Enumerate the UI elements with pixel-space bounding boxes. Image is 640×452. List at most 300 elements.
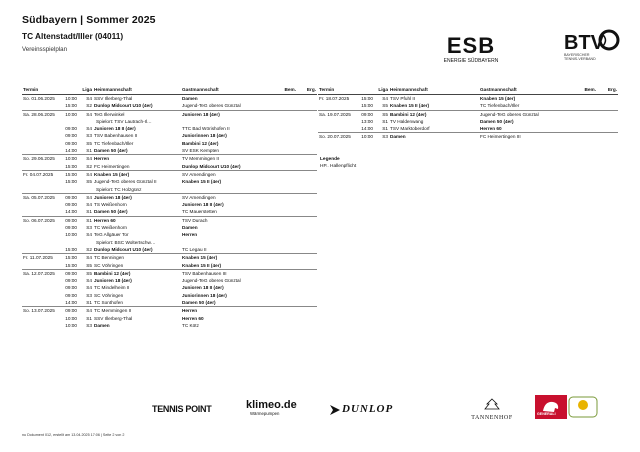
cell-bem <box>269 254 297 262</box>
cell-bem <box>269 147 297 155</box>
cell-league: S5 <box>86 179 92 185</box>
col-header-erg: Erg. <box>597 86 618 95</box>
cell-guest-team: TV Memmingen II <box>181 155 269 163</box>
page-subtitle: Vereinsspielplan <box>22 46 68 53</box>
table-row <box>318 125 618 133</box>
cell-date <box>22 315 57 322</box>
cell-home-team: TeG Illerwinkel <box>93 110 181 118</box>
btv-logo <box>562 26 622 70</box>
table-row <box>22 110 317 118</box>
cell-erg <box>297 132 317 139</box>
table-row <box>22 322 317 329</box>
cell-guest-team: TC Legau II <box>182 246 207 252</box>
cell-erg <box>297 186 317 194</box>
cell-guest-team: Juniorinnen 18 (4er) <box>182 133 227 139</box>
cell-erg <box>297 307 317 315</box>
cell-date <box>22 118 57 125</box>
cell-bem <box>269 246 297 254</box>
cell-erg <box>297 201 317 208</box>
cell-erg <box>297 269 317 277</box>
cell-guest-team: Junioren 18 II (4er) <box>182 285 224 291</box>
table-row <box>22 125 317 132</box>
cell-time: 09:00 <box>65 225 77 231</box>
cell-time: 10:00 <box>57 155 78 163</box>
table-row <box>22 239 317 246</box>
cell-bem <box>269 193 297 201</box>
cell-guest-team: Herren <box>181 307 269 315</box>
table-row <box>22 277 317 284</box>
cell-date <box>318 118 353 125</box>
cell-guest-team: TSV Durach <box>181 216 269 224</box>
cell-league: S1 <box>86 315 92 321</box>
cell-date <box>22 163 57 171</box>
cell-date: Sa. 05.07.2025 <box>22 193 57 201</box>
cell-date <box>318 125 353 133</box>
cell-time: 09:00 <box>65 140 77 146</box>
cell-home-team: Bambini 12 (4er) <box>93 269 181 277</box>
cell-date <box>22 246 57 254</box>
cell-home-team: TC Weißenhorn <box>94 225 127 231</box>
cell-date: Fr. 18.07.2025 <box>318 95 353 103</box>
cell-time: 09:00 <box>57 193 78 201</box>
cell-time: 14:00 <box>65 209 77 215</box>
generali-logo: GENERALI <box>535 395 599 419</box>
col-header-gast: Gastmannschaft <box>181 86 269 95</box>
cell-league: S4 <box>86 278 92 284</box>
cell-erg <box>297 246 317 254</box>
cell-erg <box>297 231 317 238</box>
cell-erg <box>297 163 317 171</box>
cell-date: So. 01.06.2025 <box>22 95 57 103</box>
cell-home-team: Damen <box>389 133 479 141</box>
cell-home-team: Knaben 15 II (4er) <box>390 103 430 109</box>
legend <box>320 156 356 170</box>
table-row <box>22 307 317 315</box>
cell-league: S1 <box>86 300 92 306</box>
cell-date <box>22 102 57 110</box>
cell-date <box>22 239 57 246</box>
cell-guest-team: TTC Bad Wörishofen II <box>182 126 230 132</box>
cell-erg <box>297 277 317 284</box>
tannenhof-logo: TANNENHOF <box>470 397 514 422</box>
table-header-row <box>22 86 317 95</box>
cell-bem <box>569 95 597 103</box>
cell-guest-team: Dunlop Midcourt U10 (4er) <box>182 163 241 169</box>
cell-guest-team: SV Amendingen <box>181 170 269 178</box>
cell-guest-team: Knaben 15 (4er) <box>181 254 269 262</box>
cell-league: S1 <box>382 126 388 132</box>
cell-home-team: TC Benningen <box>93 254 181 262</box>
cell-erg <box>297 110 317 118</box>
cell-league: S4 <box>78 95 93 103</box>
cell-date: So. 13.07.2025 <box>22 307 57 315</box>
cell-date <box>22 231 57 238</box>
cell-home-team: Knaben 15 (4er) <box>93 170 181 178</box>
table-row <box>22 216 317 224</box>
cell-erg <box>297 193 317 201</box>
cell-date <box>22 292 57 299</box>
cell-date: Sa. 12.07.2025 <box>22 269 57 277</box>
cell-date: So. 20.07.2025 <box>318 133 353 141</box>
table-row <box>22 299 317 307</box>
cell-date: Fr. 04.07.2025 <box>22 170 57 178</box>
cell-erg <box>597 118 618 125</box>
cell-bem <box>269 163 297 171</box>
cell-time: 09:00 <box>57 269 78 277</box>
cell-home-team: SSV Illerberg-Thal <box>94 315 133 321</box>
cell-bem <box>269 269 297 277</box>
cell-home-team: TeG Allgäuer Tor <box>94 232 129 238</box>
table-row <box>22 201 317 208</box>
cell-time: 15:00 <box>65 103 77 109</box>
cell-guest-team: Jugend-TeG oberes Günztal <box>182 103 241 109</box>
cell-time: 10:00 <box>57 95 78 103</box>
cell-date <box>22 140 57 147</box>
cell-bem <box>269 315 297 322</box>
cell-time: 09:00 <box>65 133 77 139</box>
cell-time: 15:00 <box>353 95 374 103</box>
cell-guest-team: Damen <box>182 225 198 231</box>
cell-erg <box>297 95 317 103</box>
table-row <box>22 170 317 178</box>
cell-date <box>22 132 57 139</box>
btv-logo-subtext: BAYERISCHER TENNIS-VERBAND <box>564 53 596 62</box>
cell-home-team: Damen 50 (4er) <box>94 209 128 215</box>
cell-league: S4 <box>86 285 92 291</box>
cell-home-team: Spielort: BSC Woltertschw… <box>96 239 156 245</box>
cell-time: 09:00 <box>65 292 77 298</box>
cell-date <box>318 102 353 110</box>
cell-bem <box>569 102 597 110</box>
legend-title: Legende <box>320 157 340 162</box>
cell-erg <box>297 155 317 163</box>
cell-league: S3 <box>374 133 389 141</box>
cell-time: 15:00 <box>57 170 78 178</box>
legend-item: HP.. Hallenpflicht <box>320 164 357 169</box>
cell-erg <box>597 133 618 141</box>
cell-time: 15:00 <box>65 179 77 185</box>
cell-bem <box>269 118 297 125</box>
cell-guest-team: TSV Babenhausen III <box>181 269 269 277</box>
cell-bem <box>569 118 597 125</box>
cell-home-team: TC Mindelheim II <box>94 285 130 291</box>
col-header-liga: Liga <box>78 86 93 95</box>
cell-home-team: Jugend-TeG oberes Günztal II <box>94 179 157 185</box>
cell-date <box>22 125 57 132</box>
cell-erg <box>297 216 317 224</box>
cell-league: S5 <box>382 103 388 109</box>
cell-guest-team: SV ESK Kempten <box>182 148 219 154</box>
cell-bem <box>269 125 297 132</box>
cell-time: 09:00 <box>65 126 77 132</box>
cell-guest-team: Jugend-TeG oberes Günztal <box>479 110 569 118</box>
cell-date: Fr. 11.07.2025 <box>22 254 57 262</box>
table-row <box>22 140 317 147</box>
cell-bem <box>569 133 597 141</box>
cell-time: 09:00 <box>65 285 77 291</box>
page-title: Südbayern | Sommer 2025 <box>22 14 156 26</box>
cell-league <box>78 118 93 125</box>
cell-date <box>22 277 57 284</box>
cell-bem <box>269 178 297 185</box>
cell-home-team: Damen 50 (4er) <box>94 148 128 154</box>
cell-erg <box>597 95 618 103</box>
cell-guest-team <box>181 118 269 125</box>
cell-bem <box>569 110 597 118</box>
sponsor-bar: TENNIS POINT klimeo.de Wärmepumpen DUNLOP TANNENHOF GENERALI <box>150 397 600 423</box>
cell-bem <box>269 277 297 284</box>
cell-guest-team: Bambini 12 (4er) <box>182 140 219 146</box>
cell-guest-team: TC Kötz <box>182 322 199 328</box>
cell-home-team: FC Heimertingen <box>94 163 130 169</box>
cell-guest-team: Damen 50 (4er) <box>182 300 216 306</box>
cell-league <box>78 239 93 246</box>
cell-league: S1 <box>78 216 93 224</box>
cell-home-team: SC Vöhringen <box>94 292 124 298</box>
cell-home-team: Junioren 18 (4er) <box>93 193 181 201</box>
cell-bem <box>269 284 297 291</box>
cell-time: 09:00 <box>353 110 374 118</box>
cell-guest-team: Herren <box>182 232 198 238</box>
cell-guest-team: Jugend-TeG oberes Günztal <box>182 278 241 284</box>
col-header-heim: Heimmannschaft <box>93 86 181 95</box>
cell-home-team: SSV Illerberg-Thal <box>93 95 181 103</box>
table-row <box>22 231 317 238</box>
table-row <box>22 269 317 277</box>
table-row <box>318 102 618 110</box>
table-row <box>318 133 618 141</box>
cell-erg <box>297 284 317 291</box>
cell-erg <box>297 254 317 262</box>
table-header-row <box>318 86 618 95</box>
btv-logo-text: BTV <box>564 32 604 54</box>
cell-date: So. 06.07.2025 <box>22 216 57 224</box>
cell-league: S5 <box>86 262 92 268</box>
cell-erg <box>297 239 317 246</box>
cell-league: S1 <box>86 148 92 154</box>
cell-erg <box>297 147 317 155</box>
cell-bem <box>269 95 297 103</box>
cell-league: S3 <box>86 133 92 139</box>
cell-league: S4 <box>86 202 92 208</box>
cell-erg <box>297 140 317 147</box>
table-row <box>318 95 618 103</box>
col-header-heim: Heimmannschaft <box>389 86 479 95</box>
table-row <box>22 147 317 155</box>
cell-erg <box>297 315 317 322</box>
cell-home-team: TSV Pfuhl II <box>389 95 479 103</box>
cell-league: S1 <box>382 118 388 124</box>
cell-league: S4 <box>78 110 93 118</box>
cell-home-team: TSV Marktoberdorf <box>390 126 430 132</box>
cell-erg <box>297 262 317 270</box>
cell-time: 14:00 <box>65 300 77 306</box>
cell-erg <box>297 292 317 299</box>
cell-date <box>22 201 57 208</box>
cell-league: S2 <box>86 163 92 169</box>
table-row <box>22 132 317 139</box>
table-row <box>22 292 317 299</box>
cell-home-team: SC Vöhringen <box>94 262 124 268</box>
cell-bem <box>569 125 597 133</box>
cell-erg <box>297 118 317 125</box>
cell-time: 15:00 <box>65 246 77 252</box>
cell-time: 15:00 <box>65 262 77 268</box>
cell-time: 15:00 <box>57 254 78 262</box>
cell-erg <box>297 299 317 307</box>
cell-guest-team: Damen <box>181 95 269 103</box>
cell-bem <box>269 239 297 246</box>
esb-logo <box>434 32 508 66</box>
cell-bem <box>269 155 297 163</box>
cell-home-team: Spielort: TSV Lautrach-Il… <box>96 118 152 124</box>
cell-league: S3 <box>86 322 92 328</box>
cell-bem <box>269 201 297 208</box>
cell-guest-team: Damen 50 (4er) <box>480 118 514 124</box>
cell-time: 09:00 <box>57 307 78 315</box>
footer: nu Dokument 012, erstellt am 13.04.2025 17:06 | Seite 2 von 2 <box>22 433 125 437</box>
cell-bem <box>269 186 297 194</box>
cell-time: 10:00 <box>65 322 77 328</box>
cell-guest-team <box>181 186 269 194</box>
col-header-erg: Erg. <box>297 86 317 95</box>
table-row <box>22 315 317 322</box>
cell-league: S3 <box>86 225 92 231</box>
cell-league: S3 <box>86 292 92 298</box>
cell-guest-team: FC Heimertingen III <box>479 133 569 141</box>
cell-date <box>22 299 57 307</box>
cell-bem <box>269 231 297 238</box>
cell-date <box>22 186 57 194</box>
cell-league: S5 <box>374 110 389 118</box>
cell-league: S5 <box>86 140 92 146</box>
col-header-liga: Liga <box>374 86 389 95</box>
table-row <box>22 208 317 216</box>
cell-guest-team <box>181 239 269 246</box>
cell-league: S4 <box>86 126 92 132</box>
cell-league <box>78 186 93 194</box>
cell-home-team: Herren 60 <box>93 216 181 224</box>
cell-erg <box>297 322 317 329</box>
cell-guest-team: TC Tiefenbach/Iller <box>480 103 520 109</box>
cell-time: 10:00 <box>65 315 77 321</box>
cell-guest-team: Knaben 15 (4er) <box>479 95 569 103</box>
cell-bem <box>269 299 297 307</box>
table-row <box>22 95 317 103</box>
schedule-table-right <box>318 86 618 141</box>
cell-date <box>22 262 57 270</box>
cell-erg <box>297 208 317 216</box>
cell-erg <box>597 125 618 133</box>
table-row <box>22 262 317 270</box>
cell-league: S4 <box>78 170 93 178</box>
col-header-termin: Termin <box>22 86 57 95</box>
cell-time <box>57 239 78 246</box>
cell-guest-team: SV Amendingen <box>181 193 269 201</box>
cell-bem <box>269 132 297 139</box>
cell-home-team: TS Weißenhorn <box>94 202 127 208</box>
cell-date <box>22 284 57 291</box>
cell-bem <box>269 170 297 178</box>
cell-date <box>22 322 57 329</box>
cell-bem <box>269 292 297 299</box>
cell-bem <box>269 102 297 110</box>
cell-time: 14:00 <box>361 126 373 132</box>
cell-date <box>22 208 57 216</box>
cell-date: So. 29.06.2025 <box>22 155 57 163</box>
cell-time: 09:00 <box>57 216 78 224</box>
cell-home-team: Damen <box>94 322 110 328</box>
cell-time: 15:00 <box>361 103 373 109</box>
cell-time: 13:00 <box>361 118 373 124</box>
cell-league: S5 <box>78 269 93 277</box>
cell-home-team: Junioren 18 II (4er) <box>94 126 136 132</box>
table-row <box>22 178 317 185</box>
cell-date <box>22 178 57 185</box>
cell-league: S4 <box>86 232 92 238</box>
col-header-bem: Bem. <box>269 86 297 95</box>
cell-date: Sa. 28.06.2025 <box>22 110 57 118</box>
table-row <box>22 224 317 231</box>
table-row <box>22 102 317 110</box>
cell-home-team: Dunlop Midcourt U10 (4er) <box>94 246 153 252</box>
cell-time: 10:00 <box>353 133 374 141</box>
cell-home-team: TC Memmingen II <box>93 307 181 315</box>
esb-logo-subtext: ENERGIE SÜDBAYERN <box>443 58 499 64</box>
cell-bem <box>269 262 297 270</box>
cell-home-team: Spielort: TC Holzgünz <box>96 186 142 192</box>
cell-time: 10:00 <box>57 110 78 118</box>
table-row <box>318 118 618 125</box>
cell-league: S4 <box>374 95 389 103</box>
klimeo-logo: klimeo.de Wärmepumpen <box>246 399 297 416</box>
cell-bem <box>269 208 297 216</box>
schedule-body-right <box>318 95 618 141</box>
cell-home-team: TC Tiefenbach/Iller <box>94 140 134 146</box>
table-row <box>318 110 618 118</box>
cell-guest-team: TC Mauerstetten <box>182 209 217 215</box>
table-row <box>22 246 317 254</box>
cell-time: 09:00 <box>65 202 77 208</box>
cell-league: S4 <box>78 193 93 201</box>
cell-erg <box>597 110 618 118</box>
col-header-bem: Bem. <box>569 86 597 95</box>
tennis-point-logo: TENNIS POINT <box>152 404 212 414</box>
table-row <box>22 254 317 262</box>
cell-bem <box>269 322 297 329</box>
cell-time <box>57 186 78 194</box>
cell-home-team: TSV Babenhausen II <box>94 133 138 139</box>
cell-league: S2 <box>86 103 92 109</box>
cell-bem <box>269 216 297 224</box>
esb-logo-text: ESB <box>446 33 496 58</box>
cell-home-team: Junioren 18 (4er) <box>94 278 132 284</box>
cell-bem <box>269 110 297 118</box>
cell-home-team: TV Haldenwang <box>390 118 424 124</box>
cell-home-team: Bambini 12 (4er) <box>389 110 479 118</box>
cell-erg <box>297 170 317 178</box>
cell-erg <box>297 102 317 110</box>
cell-league: S2 <box>86 246 92 252</box>
cell-league: S4 <box>78 155 93 163</box>
cell-guest-team: Junioren 18 II (4er) <box>182 202 224 208</box>
cell-time: 09:00 <box>65 278 77 284</box>
cell-date <box>22 147 57 155</box>
cell-guest-team: Herren 60 <box>480 126 502 132</box>
cell-erg <box>297 224 317 231</box>
cell-league: S4 <box>78 254 93 262</box>
tannenhof-crest-icon <box>483 398 501 410</box>
